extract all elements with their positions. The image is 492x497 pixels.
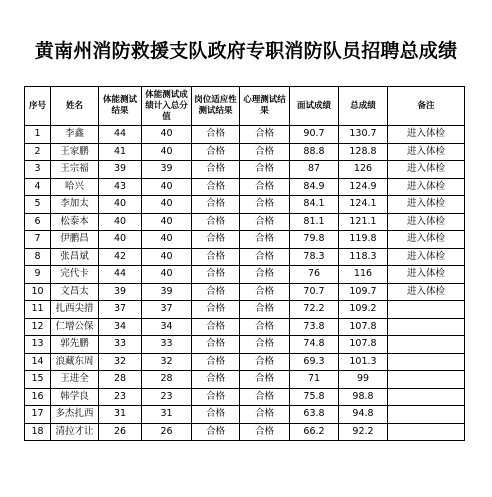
cell-remarks xyxy=(388,371,465,389)
cell-total-score: 92.2 xyxy=(339,423,388,441)
table-row xyxy=(25,213,465,231)
cell-fitness-result: 26 xyxy=(99,423,142,441)
cell-total-score: 128.8 xyxy=(339,143,388,161)
cell-name: 李鑫 xyxy=(51,126,99,144)
cell-total-score: 107.8 xyxy=(339,318,388,336)
table-row xyxy=(25,371,465,389)
cell-fitness-result: 44 xyxy=(99,266,142,284)
table-row xyxy=(25,336,465,354)
cell-psych-result: 合格 xyxy=(240,248,290,266)
cell-interview-score: 69.3 xyxy=(290,353,339,371)
cell-interview-score: 76 xyxy=(290,266,339,284)
cell-index: 12 xyxy=(25,318,51,336)
header-cell-psych-result: 心理测试结果 xyxy=(240,87,290,126)
cell-psych-result: 合格 xyxy=(240,196,290,214)
cell-total-score: 124.1 xyxy=(339,196,388,214)
table-row xyxy=(25,161,465,179)
cell-interview-score: 74.8 xyxy=(290,336,339,354)
cell-aptitude-result: 合格 xyxy=(192,336,240,354)
cell-index: 17 xyxy=(25,406,51,424)
cell-remarks: 进入体检 xyxy=(388,161,465,179)
cell-name: 王宗福 xyxy=(51,161,99,179)
cell-fitness-result: 44 xyxy=(99,126,142,144)
cell-aptitude-result: 合格 xyxy=(192,178,240,196)
header-cell-index: 序号 xyxy=(25,87,51,126)
page-title: 黄南州消防救援支队政府专职消防队员招聘总成绩 xyxy=(34,40,458,62)
cell-psych-result: 合格 xyxy=(240,371,290,389)
cell-fitness-score: 26 xyxy=(142,423,192,441)
cell-fitness-result: 40 xyxy=(99,231,142,249)
cell-total-score: 126 xyxy=(339,161,388,179)
cell-aptitude-result: 合格 xyxy=(192,318,240,336)
cell-aptitude-result: 合格 xyxy=(192,371,240,389)
cell-psych-result: 合格 xyxy=(240,406,290,424)
cell-name: 文昌太 xyxy=(51,283,99,301)
table-row xyxy=(25,423,465,441)
cell-remarks xyxy=(388,423,465,441)
table-row xyxy=(25,283,465,301)
cell-index: 1 xyxy=(25,126,51,144)
cell-fitness-score: 39 xyxy=(142,283,192,301)
header-cell-aptitude-result: 岗位适应性测试结果 xyxy=(192,87,240,126)
cell-psych-result: 合格 xyxy=(240,213,290,231)
cell-interview-score: 66.2 xyxy=(290,423,339,441)
cell-aptitude-result: 合格 xyxy=(192,266,240,284)
table-row xyxy=(25,318,465,336)
cell-fitness-result: 42 xyxy=(99,248,142,266)
cell-remarks xyxy=(388,406,465,424)
header-cell-total-score: 总成绩 xyxy=(339,87,388,126)
cell-total-score: 98.8 xyxy=(339,388,388,406)
cell-index: 3 xyxy=(25,161,51,179)
table-row xyxy=(25,388,465,406)
cell-psych-result: 合格 xyxy=(240,283,290,301)
cell-total-score: 124.9 xyxy=(339,178,388,196)
cell-psych-result: 合格 xyxy=(240,388,290,406)
cell-fitness-result: 31 xyxy=(99,406,142,424)
table-row xyxy=(25,266,465,284)
cell-name: 完代卡 xyxy=(51,266,99,284)
cell-psych-result: 合格 xyxy=(240,318,290,336)
cell-index: 15 xyxy=(25,371,51,389)
cell-index: 5 xyxy=(25,196,51,214)
cell-fitness-result: 33 xyxy=(99,336,142,354)
cell-remarks: 进入体检 xyxy=(388,248,465,266)
table-row xyxy=(25,353,465,371)
cell-remarks xyxy=(388,353,465,371)
table-row xyxy=(25,248,465,266)
table-row xyxy=(25,178,465,196)
table-row xyxy=(25,126,465,144)
table-body xyxy=(25,126,465,441)
cell-remarks: 进入体检 xyxy=(388,213,465,231)
cell-index: 8 xyxy=(25,248,51,266)
cell-name: 哈兴 xyxy=(51,178,99,196)
cell-psych-result: 合格 xyxy=(240,353,290,371)
header-cell-interview-score: 面试成绩 xyxy=(290,87,339,126)
cell-index: 2 xyxy=(25,143,51,161)
cell-psych-result: 合格 xyxy=(240,143,290,161)
cell-remarks: 进入体检 xyxy=(388,143,465,161)
results-table xyxy=(24,86,465,441)
cell-fitness-score: 34 xyxy=(142,318,192,336)
table-row xyxy=(25,301,465,319)
cell-name: 张昌斌 xyxy=(51,248,99,266)
header-cell-fitness-score: 体能测试成绩计入总分值 xyxy=(142,87,192,126)
cell-remarks: 进入体检 xyxy=(388,126,465,144)
cell-name: 王家鹏 xyxy=(51,143,99,161)
cell-aptitude-result: 合格 xyxy=(192,231,240,249)
cell-fitness-score: 23 xyxy=(142,388,192,406)
cell-index: 14 xyxy=(25,353,51,371)
cell-interview-score: 78.3 xyxy=(290,248,339,266)
cell-interview-score: 84.1 xyxy=(290,196,339,214)
cell-fitness-score: 39 xyxy=(142,161,192,179)
cell-fitness-result: 32 xyxy=(99,353,142,371)
cell-interview-score: 84.9 xyxy=(290,178,339,196)
header-row xyxy=(25,87,465,126)
cell-interview-score: 87 xyxy=(290,161,339,179)
cell-total-score: 121.1 xyxy=(339,213,388,231)
cell-interview-score: 81.1 xyxy=(290,213,339,231)
cell-total-score: 99 xyxy=(339,371,388,389)
cell-remarks: 进入体检 xyxy=(388,283,465,301)
cell-interview-score: 63.8 xyxy=(290,406,339,424)
header-cell-name: 姓名 xyxy=(51,87,99,126)
cell-aptitude-result: 合格 xyxy=(192,143,240,161)
cell-interview-score: 73.8 xyxy=(290,318,339,336)
cell-remarks xyxy=(388,301,465,319)
cell-psych-result: 合格 xyxy=(240,126,290,144)
cell-index: 13 xyxy=(25,336,51,354)
cell-psych-result: 合格 xyxy=(240,231,290,249)
cell-fitness-score: 37 xyxy=(142,301,192,319)
cell-remarks: 进入体检 xyxy=(388,231,465,249)
cell-fitness-result: 40 xyxy=(99,213,142,231)
cell-remarks: 进入体检 xyxy=(388,178,465,196)
cell-remarks: 进入体检 xyxy=(388,266,465,284)
cell-name: 多杰扎西 xyxy=(51,406,99,424)
cell-total-score: 109.2 xyxy=(339,301,388,319)
cell-name: 李加太 xyxy=(51,196,99,214)
header-cell-remarks: 备注 xyxy=(388,87,465,126)
cell-index: 6 xyxy=(25,213,51,231)
cell-aptitude-result: 合格 xyxy=(192,248,240,266)
cell-total-score: 94.8 xyxy=(339,406,388,424)
cell-fitness-result: 28 xyxy=(99,371,142,389)
cell-fitness-score: 40 xyxy=(142,231,192,249)
cell-fitness-score: 33 xyxy=(142,336,192,354)
cell-fitness-result: 43 xyxy=(99,178,142,196)
cell-fitness-score: 40 xyxy=(142,178,192,196)
cell-total-score: 119.8 xyxy=(339,231,388,249)
table-row xyxy=(25,231,465,249)
cell-interview-score: 72.2 xyxy=(290,301,339,319)
cell-fitness-score: 40 xyxy=(142,196,192,214)
table-row xyxy=(25,143,465,161)
cell-name: 浪藏东周 xyxy=(51,353,99,371)
cell-aptitude-result: 合格 xyxy=(192,301,240,319)
cell-psych-result: 合格 xyxy=(240,266,290,284)
cell-interview-score: 75.8 xyxy=(290,388,339,406)
cell-total-score: 130.7 xyxy=(339,126,388,144)
cell-remarks xyxy=(388,336,465,354)
cell-fitness-score: 40 xyxy=(142,248,192,266)
cell-fitness-result: 40 xyxy=(99,196,142,214)
cell-interview-score: 70.7 xyxy=(290,283,339,301)
cell-fitness-score: 32 xyxy=(142,353,192,371)
cell-psych-result: 合格 xyxy=(240,161,290,179)
cell-name: 扎西尖措 xyxy=(51,301,99,319)
cell-name: 松泰本 xyxy=(51,213,99,231)
cell-name: 王进全 xyxy=(51,371,99,389)
cell-interview-score: 71 xyxy=(290,371,339,389)
cell-fitness-result: 23 xyxy=(99,388,142,406)
cell-aptitude-result: 合格 xyxy=(192,126,240,144)
cell-name: 韩学良 xyxy=(51,388,99,406)
cell-interview-score: 79.8 xyxy=(290,231,339,249)
cell-fitness-result: 37 xyxy=(99,301,142,319)
cell-aptitude-result: 合格 xyxy=(192,353,240,371)
cell-index: 16 xyxy=(25,388,51,406)
cell-index: 10 xyxy=(25,283,51,301)
table-row xyxy=(25,196,465,214)
cell-fitness-score: 31 xyxy=(142,406,192,424)
cell-index: 4 xyxy=(25,178,51,196)
cell-name: 清拉才让 xyxy=(51,423,99,441)
cell-index: 18 xyxy=(25,423,51,441)
cell-psych-result: 合格 xyxy=(240,336,290,354)
cell-fitness-result: 34 xyxy=(99,318,142,336)
cell-fitness-score: 40 xyxy=(142,213,192,231)
cell-interview-score: 90.7 xyxy=(290,126,339,144)
cell-name: 伊鹏昌 xyxy=(51,231,99,249)
cell-aptitude-result: 合格 xyxy=(192,161,240,179)
cell-interview-score: 88.8 xyxy=(290,143,339,161)
table-row xyxy=(25,406,465,424)
cell-fitness-score: 28 xyxy=(142,371,192,389)
header-cell-fitness-result: 体能测试结果 xyxy=(99,87,142,126)
cell-aptitude-result: 合格 xyxy=(192,406,240,424)
cell-fitness-result: 39 xyxy=(99,161,142,179)
cell-index: 9 xyxy=(25,266,51,284)
cell-total-score: 107.8 xyxy=(339,336,388,354)
cell-remarks xyxy=(388,318,465,336)
cell-psych-result: 合格 xyxy=(240,178,290,196)
cell-aptitude-result: 合格 xyxy=(192,388,240,406)
cell-fitness-score: 40 xyxy=(142,126,192,144)
cell-remarks: 进入体检 xyxy=(388,196,465,214)
cell-fitness-score: 40 xyxy=(142,266,192,284)
cell-total-score: 116 xyxy=(339,266,388,284)
cell-total-score: 109.7 xyxy=(339,283,388,301)
cell-total-score: 118.3 xyxy=(339,248,388,266)
cell-aptitude-result: 合格 xyxy=(192,283,240,301)
cell-fitness-result: 41 xyxy=(99,143,142,161)
cell-name: 仁增公保 xyxy=(51,318,99,336)
cell-psych-result: 合格 xyxy=(240,423,290,441)
cell-psych-result: 合格 xyxy=(240,301,290,319)
cell-aptitude-result: 合格 xyxy=(192,213,240,231)
cell-remarks xyxy=(388,388,465,406)
cell-index: 11 xyxy=(25,301,51,319)
cell-name: 郭先鹏 xyxy=(51,336,99,354)
cell-aptitude-result: 合格 xyxy=(192,423,240,441)
cell-fitness-result: 39 xyxy=(99,283,142,301)
cell-fitness-score: 40 xyxy=(142,143,192,161)
cell-total-score: 101.3 xyxy=(339,353,388,371)
cell-aptitude-result: 合格 xyxy=(192,196,240,214)
cell-index: 7 xyxy=(25,231,51,249)
